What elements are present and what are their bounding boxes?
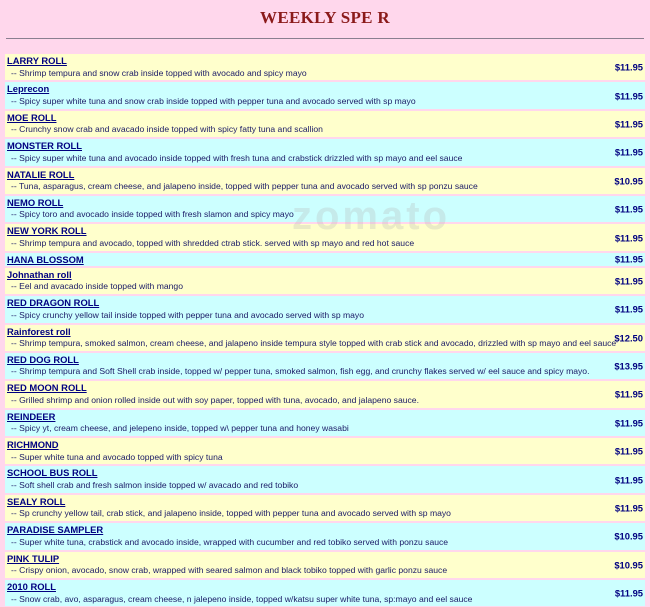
menu-item-description: -- Grilled shrimp and onion rolled inside out with soy paper, topped with tuna, avocado, and jalapeno sauce. (11, 394, 419, 405)
menu-item-description: -- Crunchy snow crab and avacado inside topped with spicy fatty tuna and scallion (11, 124, 323, 135)
watermark-logo: zomato (292, 194, 450, 238)
menu-item-description: -- Soft shell crab and fresh salmon inside topped w/ avacado and red tobiko (11, 479, 299, 490)
menu-item-description: -- Shrimp tempura and avocado, topped with shredded ctrab stick. served with sp mayo and red hot sauce (11, 237, 415, 248)
menu-item-price: $10.95 (614, 175, 643, 187)
menu-item-name[interactable]: Johnathan roll (7, 268, 72, 280)
menu-item (5, 268, 645, 294)
menu-item (5, 253, 645, 266)
menu-item-price: $10.95 (614, 530, 643, 542)
menu-item (5, 111, 645, 137)
menu-item (5, 139, 645, 165)
menu-item (5, 410, 645, 436)
menu-item (5, 325, 645, 351)
menu-item (5, 466, 645, 492)
menu-item-price: $11.95 (614, 474, 643, 486)
menu-item (5, 552, 645, 578)
menu-item-price: $13.95 (614, 360, 643, 372)
menu-item-description: -- Shrimp tempura and Soft Shell crab inside, topped w/ pepper tuna, smoked salmon, fish egg, and crunchy flakes served w/ eel sauce and spicy mayo. (11, 366, 590, 377)
menu-item-description: -- Spicy crunchy yellow tail inside topped with pepper tuna and avocado served with sp mayo (11, 309, 365, 320)
menu-item-description: -- Spicy toro and avocado inside topped with fresh slamon and spicy mayo (11, 209, 294, 220)
menu-item (5, 82, 645, 108)
menu-item (5, 438, 645, 464)
menu-item-price: $11.95 (614, 275, 643, 287)
menu-item-name[interactable]: Leprecon (7, 83, 50, 95)
menu-list (5, 54, 645, 607)
menu-item-description: -- Eel and avacado inside topped with mango (11, 281, 183, 292)
menu-item-description: -- Tuna, asparagus, cream cheese, and jalapeno inside, topped with pepper tuna and avocado served with sp ponzu sauce (11, 181, 478, 192)
menu-item-name[interactable]: RICHMOND (7, 439, 59, 451)
menu-item-price: $11.95 (614, 61, 643, 73)
menu-item (5, 196, 645, 222)
menu-item (5, 296, 645, 322)
menu-item-name[interactable]: MONSTER ROLL (7, 140, 82, 152)
menu-item-description: -- Crispy onion, avocado, snow crab, wrapped with seared salmon and black tobiko topped with garlic ponzu sauce (11, 565, 448, 576)
menu-item-name[interactable]: REINDEER (7, 410, 56, 422)
menu-item-name[interactable]: PINK TULIP (7, 552, 60, 564)
menu-item-description: -- Shrimp tempura, smoked salmon, cream cheese, and jalapeno inside tempura style topped with crab stick and avocado, drizzled with sp mayo and eel sauce (11, 338, 617, 349)
menu-item-name[interactable]: NATALIE ROLL (7, 168, 75, 180)
menu-item-name[interactable]: HANA BLOSSOM (7, 253, 84, 265)
menu-item-name[interactable]: 2010 ROLL (7, 581, 56, 593)
menu-item-price: $11.95 (614, 118, 643, 130)
menu-item-name[interactable]: RED DRAGON ROLL (7, 297, 100, 309)
menu-item-price: $11.95 (614, 253, 643, 265)
menu-item-price: $11.95 (614, 303, 643, 315)
menu-item (5, 523, 645, 549)
menu-item-name[interactable]: Rainforest roll (7, 325, 71, 337)
menu-item-description: -- Sp crunchy yellow tail, crab stick, and jalapeno inside, topped with pepper tuna and avocado served with sp mayo (11, 508, 451, 519)
menu-item-price: $11.95 (614, 203, 643, 215)
menu-item-name[interactable]: LARRY ROLL (7, 55, 67, 66)
menu-item-description: -- Spicy yt, cream cheese, and jelepeno inside, topped w\ pepper tuna and honey wasabi (11, 423, 349, 434)
menu-item-description: -- Super white tuna, crabstick and avocado inside, wrapped with cucumber and red tobiko served with ponzu sauce (11, 536, 449, 547)
menu-item (5, 168, 645, 194)
menu-item (5, 54, 645, 80)
header-divider (6, 38, 644, 39)
menu-item-price: $11.95 (614, 388, 643, 400)
menu-item-name[interactable]: SCHOOL BUS ROLL (7, 467, 98, 479)
menu-item-name[interactable]: RED DOG ROLL (7, 353, 79, 365)
menu-item-price: $11.95 (614, 417, 643, 429)
menu-item (5, 381, 645, 407)
menu-item-price: $11.95 (614, 587, 643, 599)
menu-item-price: $11.95 (614, 502, 643, 514)
menu-item-description: -- Shrimp tempura and snow crab inside topped with avocado and spicy mayo (11, 67, 307, 78)
menu-item-name[interactable]: RED MOON ROLL (7, 382, 87, 394)
menu-item (5, 353, 645, 379)
menu-item-name[interactable]: MOE ROLL (7, 111, 57, 123)
menu-item-name[interactable]: NEW YORK ROLL (7, 225, 87, 237)
menu-item (5, 224, 645, 250)
menu-item-name[interactable]: NEMO ROLL (7, 196, 64, 208)
menu-item-name[interactable]: PARADISE SAMPLER (7, 524, 104, 536)
menu-item-price: $12.50 (614, 332, 643, 344)
menu-item-description: -- Snow crab, avo, asparagus, cream cheese, n jalepeno inside, topped w/katsu super white tuna, sp:mayo and eel sauce (11, 593, 473, 604)
menu-item-description: -- Spicy super white tuna and avocado inside topped with fresh tuna and crabstick drizzled with sp mayo and eel sauce (11, 152, 463, 163)
menu-item-name[interactable]: SEALY ROLL (7, 495, 66, 507)
menu-item-price: $10.95 (614, 559, 643, 571)
menu-item-description: -- Super white tuna and avocado topped with spicy tuna (11, 451, 223, 462)
menu-item (5, 580, 645, 606)
menu-item-price: $11.95 (614, 232, 643, 244)
menu-item (5, 495, 645, 521)
menu-item-price: $11.95 (614, 90, 643, 102)
page-title: WEEKLY SPE R (260, 8, 390, 27)
menu-item-price: $11.95 (614, 445, 643, 457)
menu-item-description: -- Spicy super white tuna and snow crab inside topped with pepper tuna and avocado served with sp mayo (11, 95, 416, 106)
menu-item-price: $11.95 (614, 146, 643, 158)
